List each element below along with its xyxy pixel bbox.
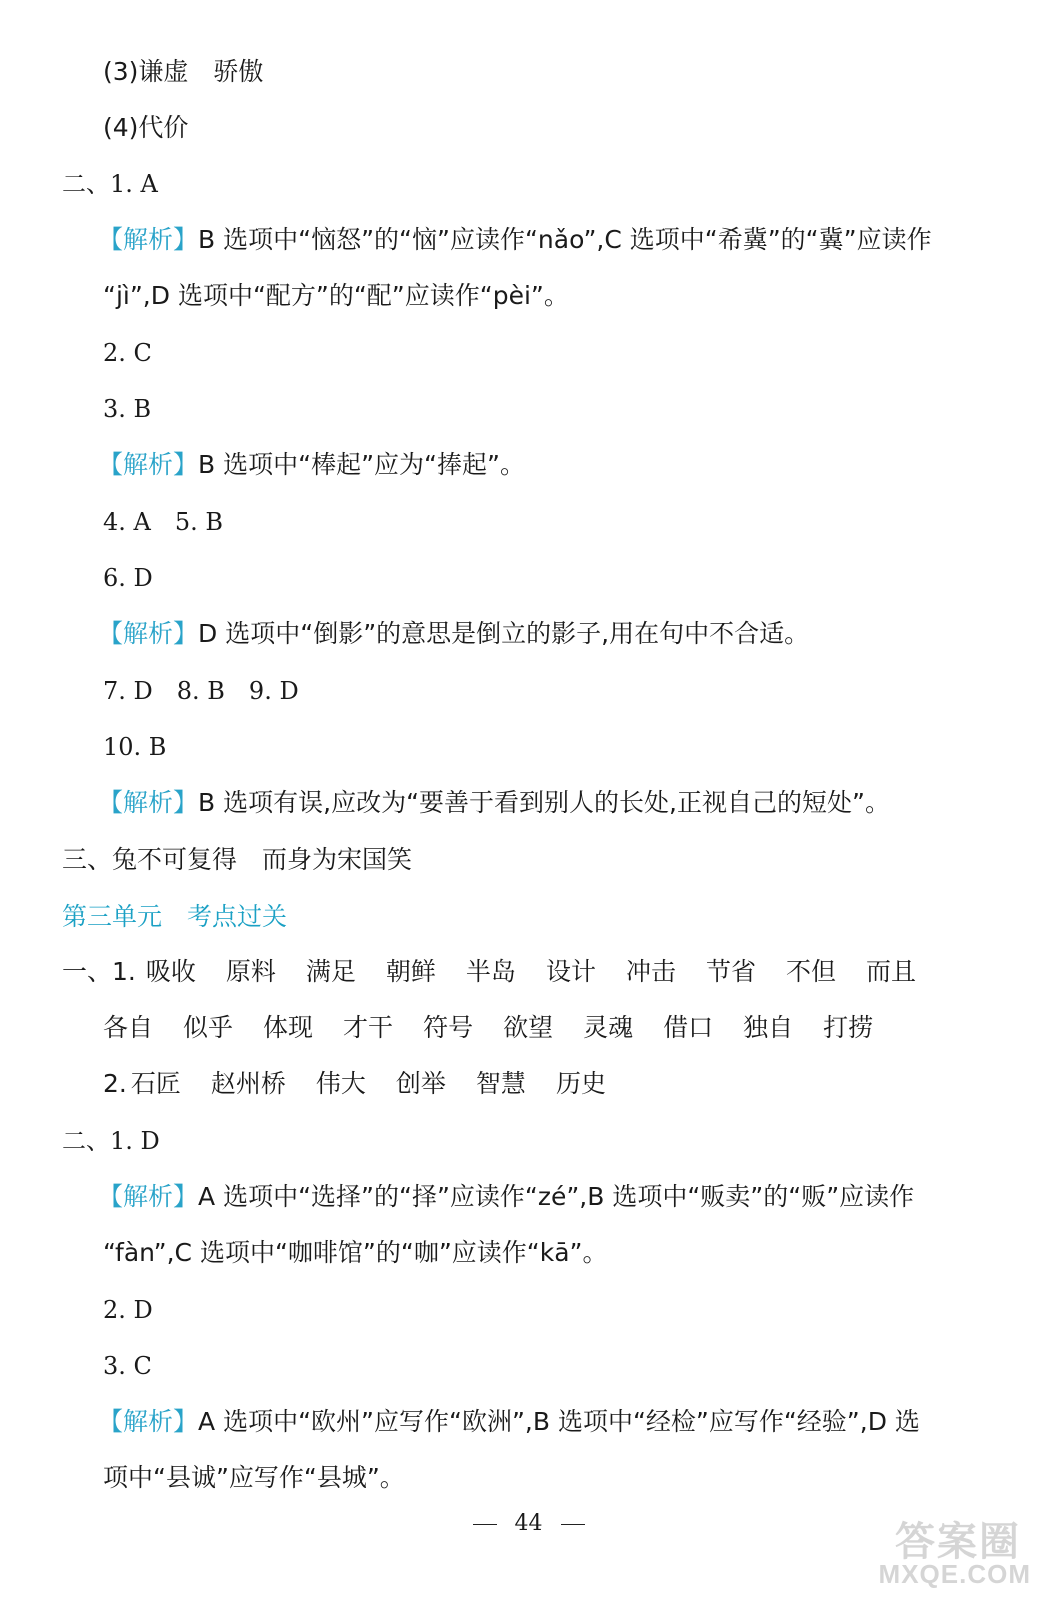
word-list [103,1011,1057,1045]
word: 冲击 [625,957,676,986]
word: 独自 [743,1013,794,1042]
word: 灵魂 [583,1013,634,1042]
word: 不但 [785,957,836,986]
answer-line: 10. B [103,733,167,761]
section-title: 第三单元 考点过关 [62,902,288,931]
dash-right [561,1524,585,1525]
answer-line: 6. D [103,564,153,592]
answer-line: (3)谦虚 骄傲 [103,57,264,86]
analysis-tag: 【解析】 [98,1182,199,1211]
answer-line: 二、1. A [62,170,158,198]
word: 历史 [555,1069,606,1098]
analysis-line: 【解析】B 选项中“恼怒”的“恼”应读作“nǎo”,C 选项中“希冀”的“冀”应读作 [98,225,932,254]
word: 半岛 [465,957,516,986]
analysis-line: 项中“县诚”应写作“县城”。 [103,1463,405,1492]
analysis-line: 【解析】B 选项有误,应改为“要善于看到别人的长处,正视自己的短处”。 [98,788,890,817]
word-list [103,1067,1057,1101]
word: 赵州桥 [210,1069,286,1098]
word: 满足 [305,957,356,986]
dash-left [473,1524,497,1525]
answer-line: 2. D [103,1296,153,1324]
word: 智慧 [475,1069,526,1098]
watermark-logo: 答案圈 MXQE.COM [878,1520,1031,1589]
word: 设计 [545,957,596,986]
word-list [62,955,1057,989]
analysis-line: 【解析】D 选项中“倒影”的意思是倒立的影子,用在句中不合适。 [98,619,810,648]
analysis-tag: 【解析】 [98,1407,199,1436]
analysis-line: 【解析】B 选项中“棒起”应为“捧起”。 [98,450,525,479]
word: 石匠 [130,1069,181,1098]
answer-line: 7. D 8. B 9. D [103,677,299,705]
word: 似乎 [183,1013,234,1042]
answer-line: 3. C [103,1352,152,1380]
answer-line: 2. C [103,339,152,367]
word: 才干 [343,1013,394,1042]
analysis-tag: 【解析】 [98,450,199,479]
word-list-prefix: 2. [103,1069,127,1098]
word: 借口 [663,1013,714,1042]
word: 符号 [423,1013,474,1042]
word: 原料 [225,957,276,986]
word: 欲望 [503,1013,554,1042]
analysis-tag: 【解析】 [98,225,199,254]
analysis-tag: 【解析】 [98,619,199,648]
analysis-line: 【解析】A 选项中“选择”的“择”应读作“zé”,B 选项中“贩卖”的“贩”应读作 [98,1182,915,1211]
answer-line: 三、兔不可复得 而身为宋国笑 [62,845,413,874]
analysis-line: “fàn”,C 选项中“咖啡馆”的“咖”应读作“kā”。 [103,1238,608,1267]
analysis-tag: 【解析】 [98,788,199,817]
answer-line: 3. B [103,395,152,423]
answer-line: 4. A 5. B [103,508,224,536]
word: 吸收 [145,957,196,986]
answer-line: 二、1. D [62,1127,160,1155]
word: 创举 [395,1069,446,1098]
answer-line: (4)代价 [103,113,189,142]
word: 节省 [705,957,756,986]
word: 伟大 [315,1069,366,1098]
word: 而且 [866,957,917,986]
word: 各自 [103,1013,154,1042]
analysis-line: “jì”,D 选项中“配方”的“配”应读作“pèi”。 [103,281,569,310]
word: 朝鲜 [385,957,436,986]
word: 体现 [263,1013,314,1042]
page-number: 44 [0,1511,1057,1536]
analysis-line: 【解析】A 选项中“欧州”应写作“欧洲”,B 选项中“经检”应写作“经验”,D 选 [98,1407,920,1436]
word: 打捞 [823,1013,874,1042]
word-list-prefix: 一、1. [62,957,136,986]
